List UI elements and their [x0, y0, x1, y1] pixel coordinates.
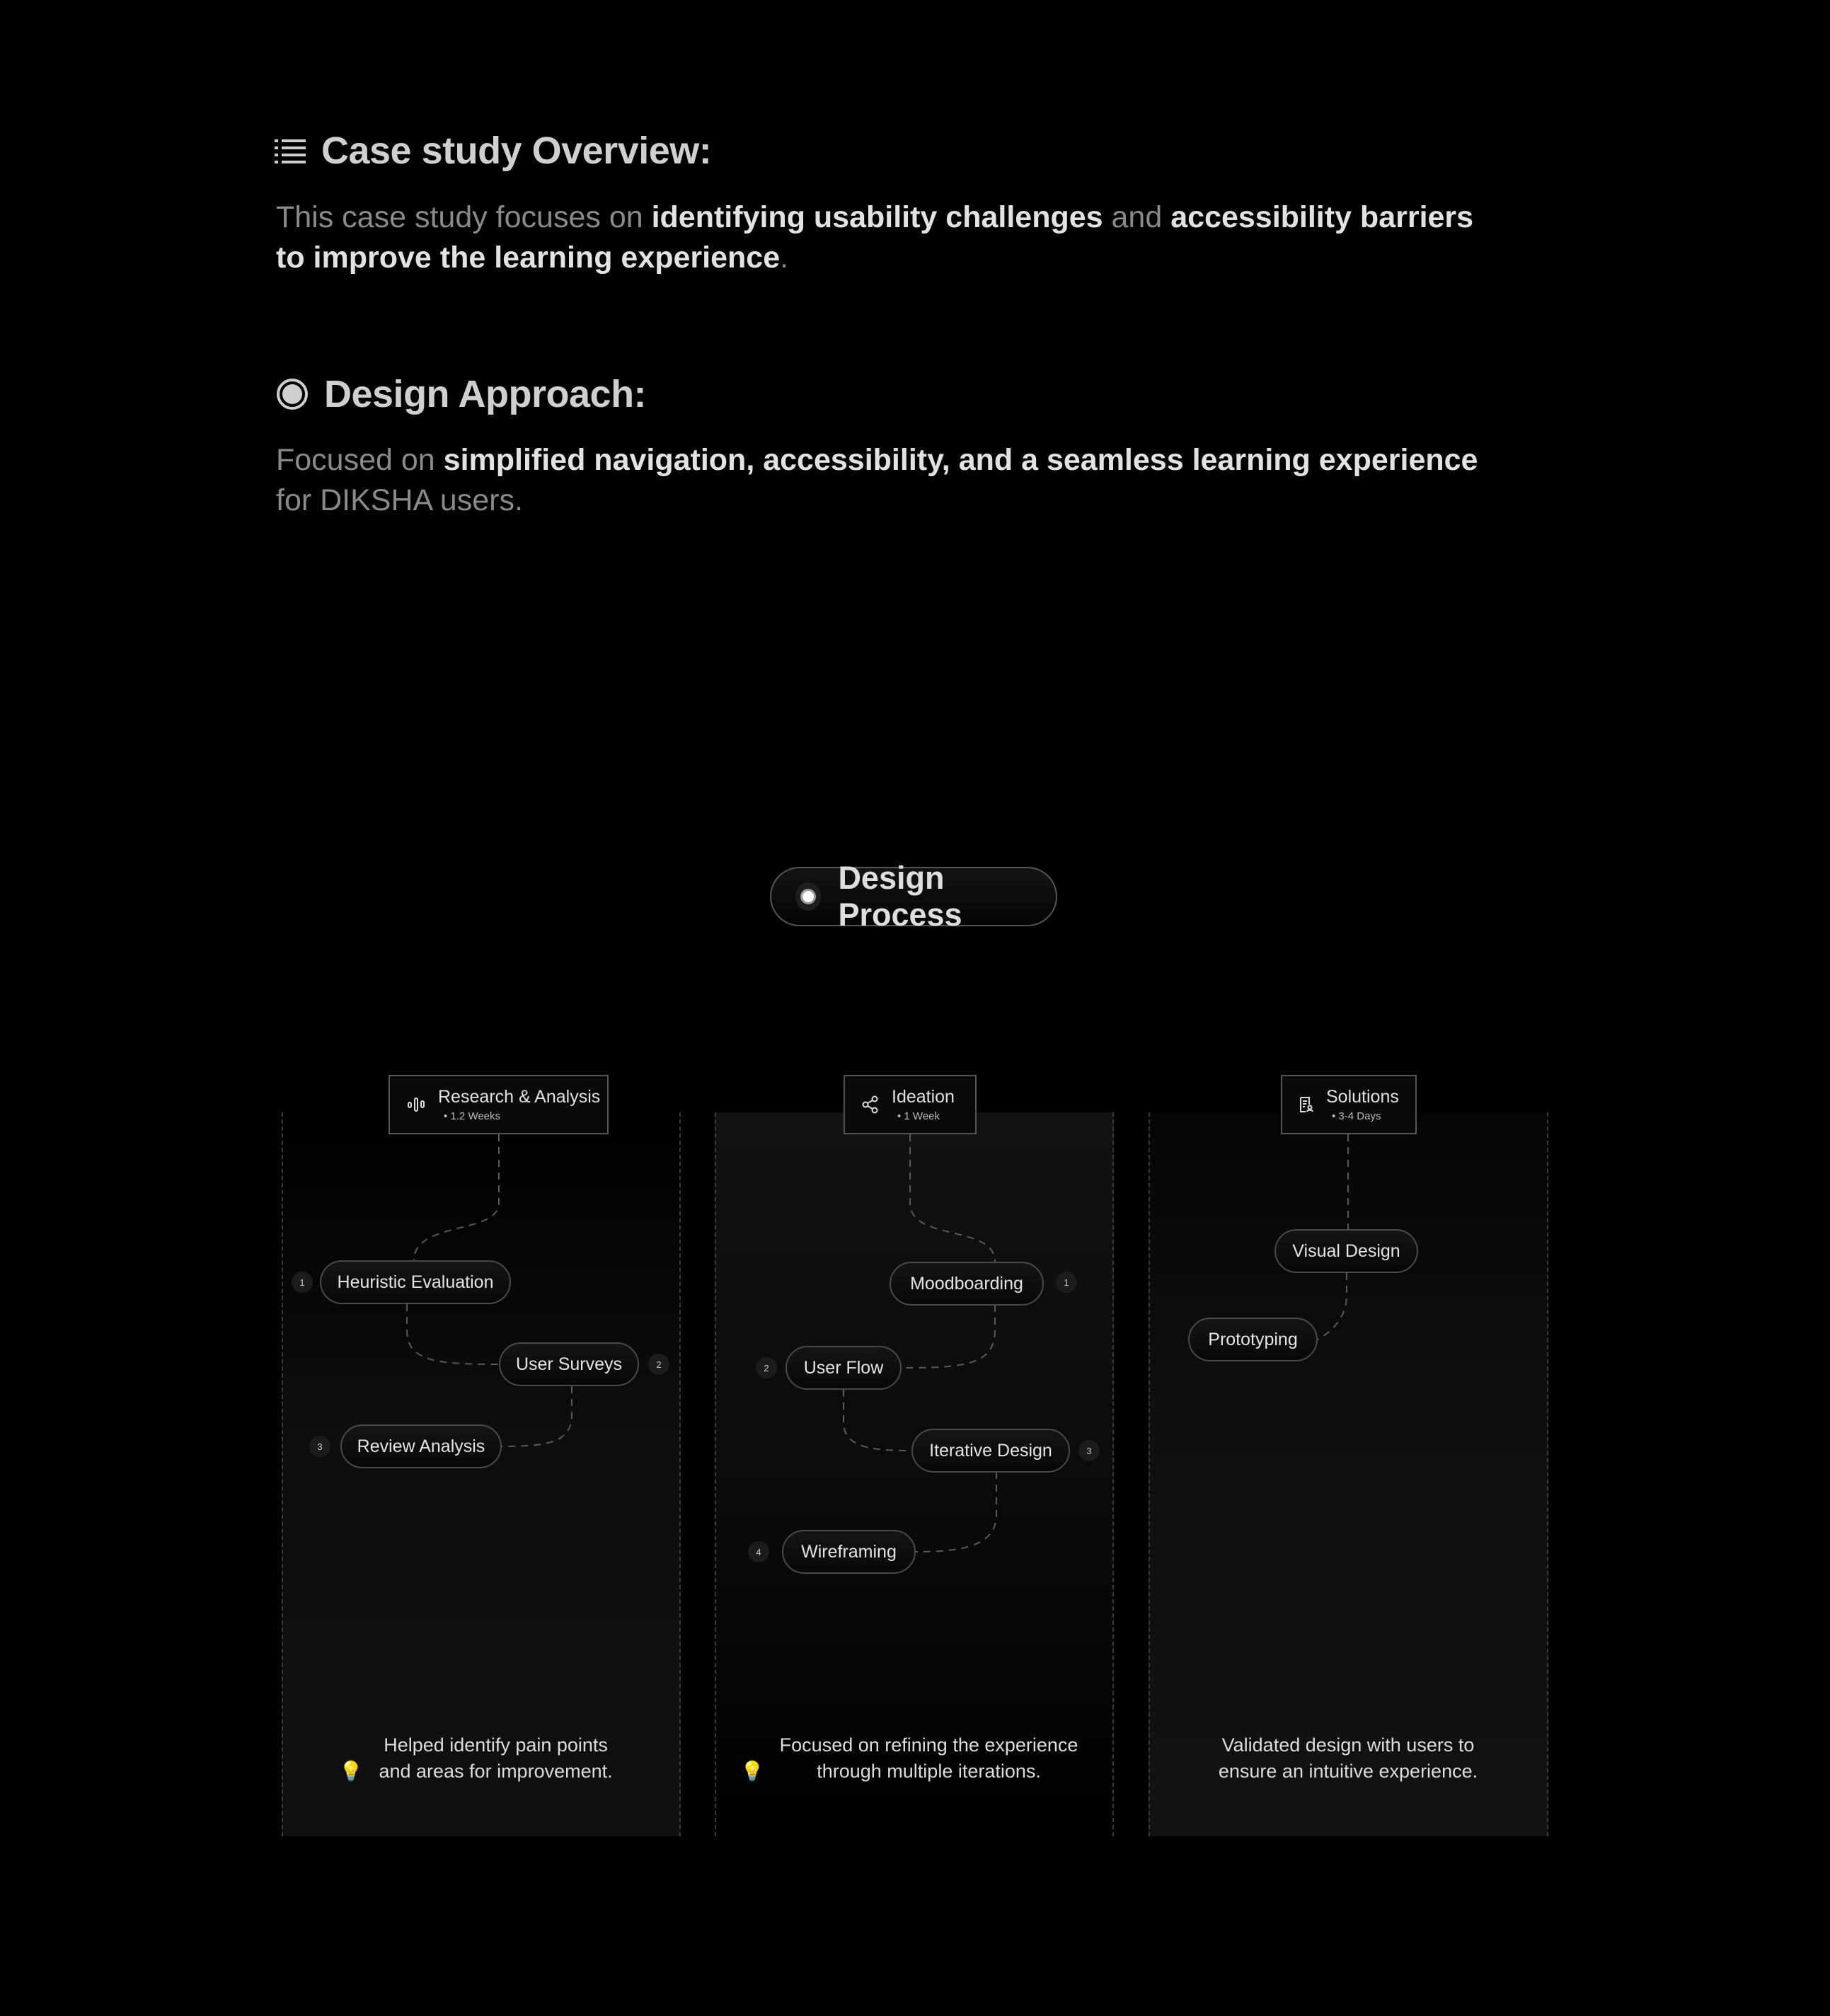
duration-text: 1 Week — [904, 1110, 940, 1122]
step-number: 4 — [748, 1541, 769, 1562]
waveform-icon — [407, 1096, 425, 1113]
phase-duration: • 3-4 Days — [1332, 1110, 1381, 1122]
text-part: Focused on — [276, 443, 444, 477]
phase-title: Research & Analysis — [438, 1087, 601, 1107]
connector — [502, 1386, 572, 1446]
step-number: 1 — [292, 1272, 313, 1293]
document-user-icon — [1299, 1096, 1313, 1113]
step-wireframing: Wireframing — [782, 1530, 916, 1574]
phase-note-ideation — [715, 1732, 1114, 1785]
connector — [414, 1134, 499, 1260]
share-nodes-icon — [862, 1095, 879, 1114]
phase-header-ideation — [844, 1075, 977, 1134]
connector — [902, 1305, 995, 1368]
step-iterative-design: Iterative Design — [911, 1429, 1070, 1473]
text-emphasis: identifying usability challenges — [651, 200, 1103, 234]
text-emphasis: simplified navigation, accessibility, and a seamless learning experience — [443, 443, 1478, 477]
phase-duration: • 1 Week — [897, 1110, 940, 1122]
connector — [407, 1304, 499, 1364]
text-part: This case study focuses on — [276, 200, 652, 234]
step-number: 2 — [756, 1357, 777, 1378]
phase-title: Solutions — [1326, 1087, 1399, 1107]
text-part: for DIKSHA users. — [276, 483, 523, 517]
phase-note-solutions: Validated design with users to ensure an intuitive experience. — [1218, 1734, 1478, 1782]
step-number: 2 — [648, 1354, 669, 1375]
step-user-surveys: User Surveys — [499, 1342, 639, 1386]
phase-header-research — [389, 1075, 609, 1134]
lightbulb-icon: 💡 — [339, 1761, 364, 1782]
step-prototyping: Prototyping — [1188, 1318, 1318, 1361]
connector — [1318, 1273, 1347, 1340]
step-heuristic-evaluation: Heuristic Evaluation — [320, 1260, 511, 1304]
phase-title: Ideation — [892, 1087, 955, 1107]
step-number: 1 — [1056, 1272, 1077, 1293]
step-number: 3 — [309, 1436, 330, 1457]
text-part: . — [780, 241, 789, 275]
text-part: and — [1103, 200, 1171, 234]
text-emphasis: accessibility barriers to improve the learning experience — [276, 200, 1474, 275]
overview-title: Case study Overview: — [321, 129, 712, 172]
phase-duration: • 1.2 Weeks — [444, 1110, 501, 1122]
note-text: Focused on refining the experience through multiple iterations. — [779, 1734, 1078, 1782]
connector — [916, 1472, 996, 1552]
phase-note-research — [282, 1732, 681, 1785]
step-visual-design: Visual Design — [1274, 1229, 1418, 1273]
approach-title: Design Approach: — [324, 373, 647, 415]
lightbulb-icon: 💡 — [740, 1761, 765, 1782]
design-process-label: Design Process — [838, 860, 962, 933]
note-text: Helped identify pain points and areas for improvement. — [379, 1734, 613, 1782]
phase-header-solutions — [1281, 1075, 1417, 1134]
duration-text: 1.2 Weeks — [450, 1110, 501, 1122]
step-review-analysis: Review Analysis — [340, 1424, 502, 1468]
connector — [910, 1134, 995, 1262]
connector — [844, 1390, 911, 1451]
step-moodboarding: Moodboarding — [890, 1262, 1044, 1306]
duration-text: 3-4 Days — [1338, 1110, 1381, 1122]
step-number: 3 — [1078, 1440, 1100, 1461]
step-user-flow: User Flow — [785, 1346, 902, 1390]
